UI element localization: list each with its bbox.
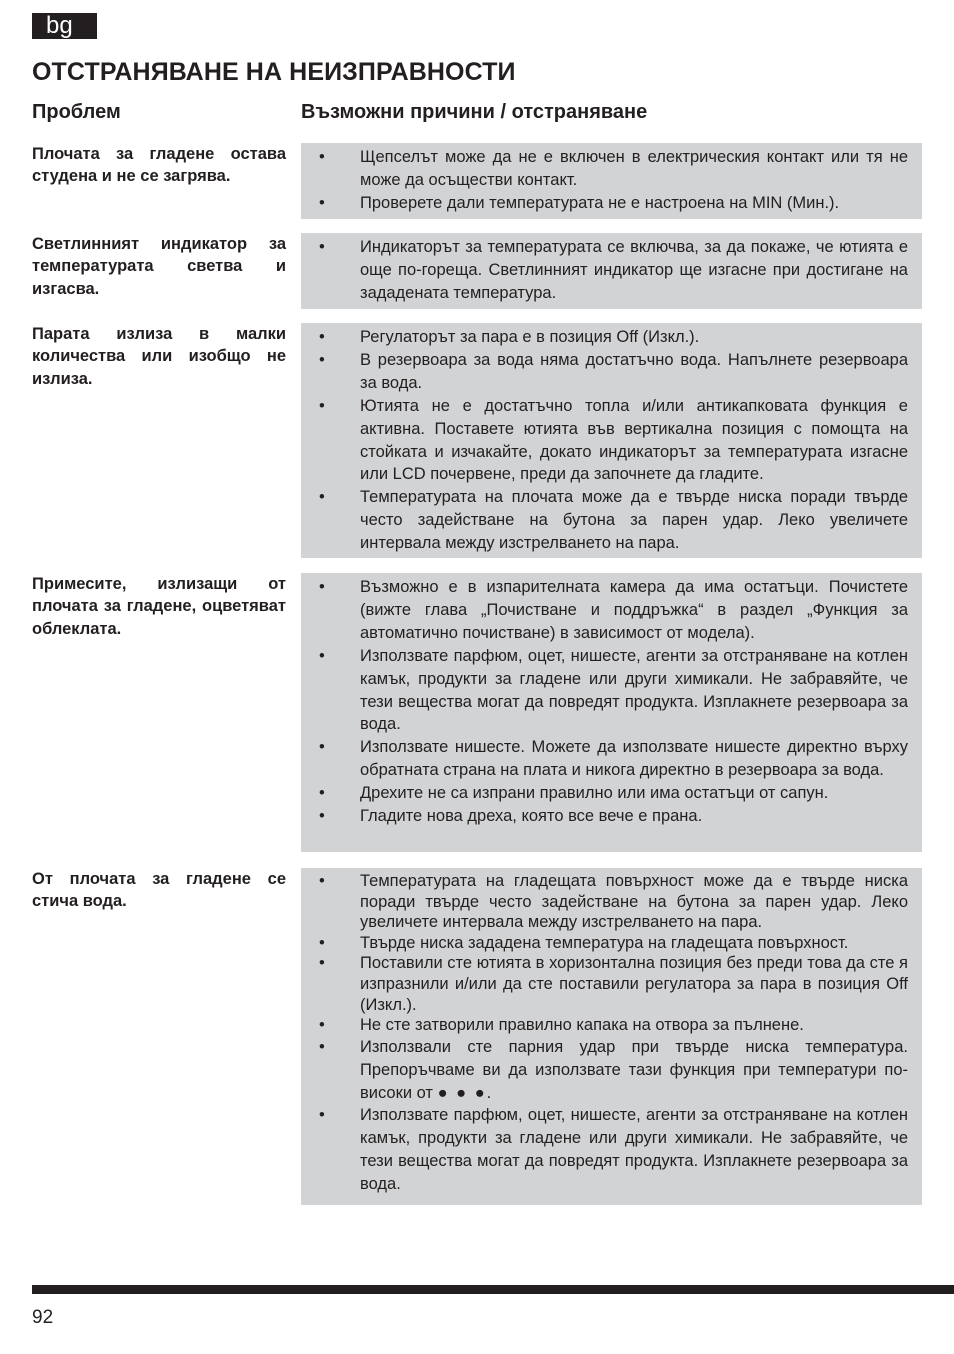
bullet-icon: • bbox=[319, 1037, 325, 1056]
causes-box bbox=[301, 233, 922, 309]
causes-list bbox=[301, 871, 908, 1196]
cause-item: • Поставили сте ютията в хоризонтална позиция без преди това да сте я изпразнили и/или да сте поставили регулатора за пара в позиция Off (Изкл.). bbox=[319, 954, 908, 1014]
causes-box bbox=[301, 868, 922, 1205]
cause-item: • Използвали сте парния удар при твърде ниска температура. Препоръчваме ви да използвате тази функция при температури по-високи от ● ● ●. bbox=[319, 1037, 908, 1102]
problem-text: Светлинният индикатор за температурата светва и изгасва. bbox=[32, 235, 286, 298]
bullet-icon: • bbox=[319, 1106, 325, 1125]
cause-item: • Гладите нова дреха, която все вече е прана. bbox=[301, 805, 908, 828]
cause-item: • В резервоара за вода няма достатъчно вода. Напълнете резервоара за вода. bbox=[319, 350, 908, 392]
bullet-icon: • bbox=[319, 646, 325, 665]
causes-list bbox=[301, 236, 908, 305]
bullet-icon: • bbox=[319, 238, 325, 256]
bullet-icon: • bbox=[319, 738, 325, 757]
cause-item: • Използвате нишесте. Можете да използвате нишесте директно върху обратната страна на плата и никога директно в резервоара за вода. bbox=[319, 738, 908, 780]
bullet-icon: • bbox=[319, 784, 325, 803]
cause-item: • Температурата на плочата може да е твърде ниска поради твърде често задействане на бутона за парен удар. Леко увеличете интервала между изстрелването на пара. bbox=[319, 488, 908, 553]
cause-item: • Регулаторът за пара е в позиция Off (Изкл.). bbox=[301, 326, 908, 349]
bullet-icon: • bbox=[319, 350, 325, 369]
language-badge: bg bbox=[32, 13, 97, 39]
causes-box bbox=[301, 143, 922, 219]
cause-item: • Твърде ниска зададена температура на гладещата повърхност. bbox=[319, 933, 849, 952]
bullet-icon: • bbox=[319, 396, 325, 415]
page-title: ОТСТРАНЯВАНЕ НА НЕИЗПРАВНОСТИ bbox=[32, 58, 516, 86]
bullet-icon: • bbox=[319, 193, 325, 212]
bullet-icon: • bbox=[319, 578, 325, 596]
causes-list bbox=[301, 326, 908, 555]
cause-item: • Проверете дали температурата не е настроена на MIN (Мин.). bbox=[301, 192, 908, 215]
cause-item: • Индикаторът за температурата се включва, за да покаже, че ютията е още по-гореща. Светлинният индикатор ще изгасне при достигане на зададената температура. bbox=[319, 238, 908, 302]
causes-box bbox=[301, 573, 922, 852]
problem-text: Парата излиза в малки количества или изобщо не излиза. bbox=[32, 325, 286, 388]
cause-item: • Щепселът може да не е включен в електрическия контакт или тя не може да осъществи контакт. bbox=[319, 148, 908, 189]
bullet-icon: • bbox=[319, 488, 325, 507]
footer-divider bbox=[32, 1285, 954, 1294]
causes-column-heading: Възможни причини / отстраняване bbox=[301, 101, 648, 123]
cause-item: • Температурата на гладещата повърхност може да е твърде ниска поради твърде често задействане на бутона за парен удар. Леко увеличете интервала между изстрелването на пара. bbox=[319, 872, 908, 932]
cause-item: • Възможно е в изпарителната камера да има остатъци. Почистете (вижте глава „Почистване и поддръжка“ в раздел „Функция за автоматично почистване) в зависимост от модела). bbox=[319, 578, 908, 642]
temperature-dots-icon: ● ● ● bbox=[437, 1083, 487, 1102]
cause-item: • Използвате парфюм, оцет, нишесте, агенти за отстраняване на котлен камък, продукти за гладене или други химикали. Не забравяйте, че тези вещества могат да повредят продукта. Изплакнете резервоара за вода. bbox=[319, 1106, 908, 1194]
cause-item: • Ютията не е достатъчно топла и/или антикапковата функция е активна. Поставете ютията във вертикална позиция с помощта на стойката и изчакайте, докато индикаторът за температурата изгасне или LCD почервене, преди да започнете да гладите. bbox=[319, 396, 908, 484]
bullet-icon: • bbox=[319, 954, 325, 973]
bullet-icon: • bbox=[319, 1016, 325, 1035]
bullet-icon: • bbox=[319, 328, 325, 346]
cause-item: • Не сте затворили правилно капака на отвора за пълнене. bbox=[319, 1016, 804, 1035]
causes-box bbox=[301, 323, 922, 558]
causes-list bbox=[301, 576, 908, 828]
cause-item: • Дрехите не са изпрани правилно или има остатъци от сапун. bbox=[301, 782, 908, 805]
problem-text: Плочата за гладене остава студена и не се загрява. bbox=[32, 145, 286, 186]
bullet-icon: • bbox=[319, 872, 325, 890]
cause-item: • Използвате парфюм, оцет, нишесте, агенти за отстраняване на котлен камък, продукти за гладене или други химикали. Не забравяйте, че тези вещества могат да повредят продукта. Изплакнете резервоара за вода. bbox=[319, 646, 908, 734]
causes-list bbox=[301, 146, 908, 215]
bullet-icon: • bbox=[319, 807, 325, 826]
bullet-icon: • bbox=[319, 148, 325, 166]
problem-text: От плочата за гладене се стича вода. bbox=[32, 870, 286, 911]
page-number: 92 bbox=[32, 1307, 54, 1328]
bullet-icon: • bbox=[319, 933, 325, 952]
problem-text: Примесите, излизащи от плочата за гладене, оцветяват облеклата. bbox=[32, 575, 286, 638]
problem-column-heading: Проблем bbox=[32, 101, 121, 123]
